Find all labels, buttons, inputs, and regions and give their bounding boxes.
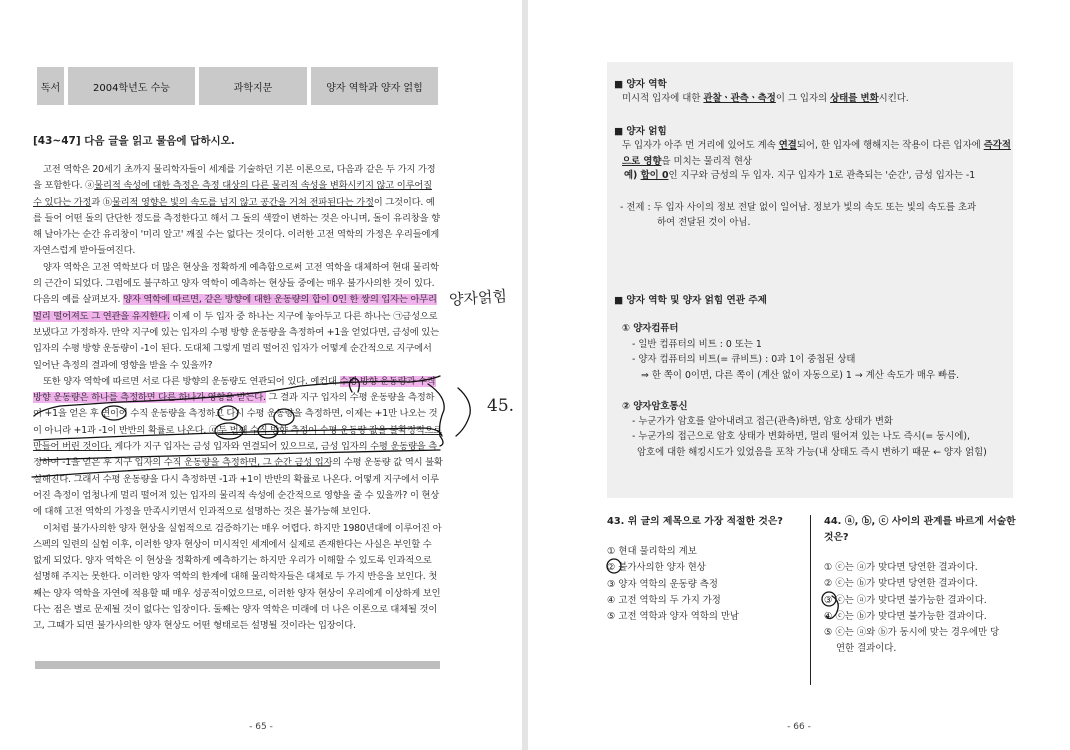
footer-bar: [35, 661, 440, 669]
q44-option-1[interactable]: ① ⓒ는 ⓐ가 맞다면 당연한 결과이다.: [824, 562, 978, 573]
page-number: - 65 -: [249, 722, 273, 732]
q44-option-4[interactable]: ④ ⓒ는 ⓑ가 맞다면 불가능한 결과이다.: [824, 610, 987, 622]
question-44: [824, 514, 1024, 658]
passage: [33, 162, 443, 635]
header-subject: 과학지문: [199, 67, 307, 105]
q44-option-5-cont: 연한 결과이다.: [836, 643, 897, 655]
section-title-quantum-mechanics: ■ 양자 역학: [614, 79, 667, 90]
passage-paragraph: 양자 역학은 고전 역학보다 더 많은 현상을 정확하게 예측함으로써 고전 역학을 대체하여 현대 물리학의 근간이 되었다. 그럼에도 불구하고 양자 역학이 예측하는 현상들 중에는 매우 불가사의한 것이 있다. 다음의 예를 살펴보자. 양자 역학에 따르면, 같은 방향에 대한 운동량의 합이 0인 한 쌍의 입자는 아무리 멀리 떨어져도 그 연관을 유지한다. 이제 이 두 입자 중 하나는 지구에 놓아두고 다른 하나는 ㉠금성으로 보냈다고 가정하자. 만약 지구에 있는 입자의 수평 방향 운동량을 측정하여 +1을 얻었다면, 금성에 있는 입자의 수평 방향 운동량이 -1이 된다. 도대체 그렇게 멀리 떨어진 입자가 어떻게 순간적으로 지구에서 일어난 측정의 결과에 영향을 받을 수 있을까?: [33, 261, 439, 371]
section-title-entanglement: ■ 양자 얽힘: [614, 126, 667, 137]
entanglement-premise: - 전제 : 두 입자 사이의 정보 전달 없이 일어남. 정보가 빛의 속도 또는 빛의 속도를 초과: [620, 202, 977, 213]
section-title-related: ■ 양자 역학 및 양자 얽힘 연관 주제: [614, 295, 767, 306]
passage-paragraph: 이처럼 불가사의한 양자 현상을 실험적으로 검증하기는 매우 어렵다. 하지만 1980년대에 이루어진 아스펙의 일련의 실험 이후, 이러한 양자 현상이 미시적인 세계에서 실제로 존재한다는 사실은 부인할 수 없게 되었다. 양자 역학은 이 현상을 정확하게 예측하기는 하지만 우리가 이해할 수 있도록 인과적으로 설명해 주지는 못한다. 이러한 양자 역학의 한계에 대해 물리학자들은 대체로 두 가지 반응을 보인다. 첫째는 양자 역학을 자연에 적용할 때 매우 성공적이었으므로, 이러한 양자 현상이 우리에게 이상하게 보인다는 점은 별로 문제될 것이 없다는 입장이다. 둘째는 양자 역학은 미래에 더 나은 이론으로 대체될 것이고, 그때가 되면 불가사의한 양자 현상도 어떤 형태로든 설명될 것이라는 입장이다.: [33, 522, 442, 632]
passage-paragraph: 또한 양자 역학에 따르면 서로 다른 방향의 운동량도 연관되어 있다. 예컨대 수평 방향 운동량과 수직 방향 운동량은 하나를 측정하면 다른 하나가 영향을 받는다. 그 결과 지구 입자의 수평 운동량을 측정하여 +1을 얻은 후 연이어 수직 운동량을 측정하고 다시 수평 운동량을 측정하면, 이제는 +1만 나오는 것이 아니라 +1과 -1이 반반의 확률로 나온다. ⓒ두 번째 수직 방향 측정이 수평 운동량 값을 불확정적으로 만들어 버린 것이다. 게다가 지구 입자는 금성 입자와 연결되어 있으므로, 금성 입자의 수평 운동량을 측정하여 -1을 얻은 후 지구 입자의 수직 운동량을 측정하면, 그 순간 금성 입자의 수평 운동량 값 역시 불확실해진다. 그래서 수평 운동량을 다시 측정하면 -1과 +1이 반반의 확률로 나온다. 어떻게 지구에서 이루어진 측정이 엄청나게 멀리 떨어져 있는 입자의 물리적 속성에 순간적으로 영향을 줄 수 있을까? 이 현상에 대해 고전 역학의 가정을 만족시키면서 인과적으로 설명하는 것은 불가능해 보인다.: [33, 375, 443, 518]
quantum-mechanics-definition: 미시적 입자에 대한 관찰ㆍ관측ㆍ측정이 그 입자의 상태를 변화시킨다.: [622, 93, 909, 104]
page-number: - 66 -: [787, 722, 811, 732]
question-43: [607, 514, 807, 625]
question-title: [43~47] 다음 글을 읽고 물음에 답하시오.: [33, 135, 235, 147]
entanglement-premise-cont: 하여 전달된 것이 아님.: [657, 217, 751, 228]
related-line: ⇒ 한 쪽이 0이면, 다른 쪽이 (계산 없이 자동으로) 1 → 계산 속도가 매우 빠름.: [641, 370, 960, 381]
q44-option-2[interactable]: ② ⓒ는 ⓑ가 맞다면 당연한 결과이다.: [824, 578, 978, 590]
related-crypto-title: ② 양자암호통신: [622, 401, 688, 412]
question-43-title: 43. 위 글의 제목으로 가장 적절한 것은?: [607, 516, 783, 527]
entanglement-definition: 두 입자가 아주 먼 거리에 있어도 계속 연결되어, 한 입자에 행해지는 작용이 다른 입자에 즉각적으로 영향을 미치는 물리적 현상: [622, 140, 1011, 167]
left-page: [0, 0, 522, 750]
header-exam-year: 2004학년도 수능: [68, 67, 195, 105]
header-topic: 양자 역학과 양자 얽힘: [311, 67, 438, 105]
related-line: - 누군가가 암호를 알아내려고 접근(관측)하면, 암호 상태가 변화: [632, 416, 893, 427]
q43-option-2[interactable]: ② 불가사의한 양자 현상: [607, 562, 706, 574]
header-category: 독서: [37, 67, 64, 105]
passage-paragraph: 고전 역학은 20세기 초까지 물리학자들이 세계를 기술하던 기본 이론으로, 다음과 같은 두 가지 가정을 포함한다. ⓐ물리적 속성에 대한 측정은 측정 대상의 다른 물리적 속성을 변화시키지 않고 이루어질 수 있다는 가정과 ⓑ물리적 영향은 빛의 속도를 넘지 않고 공간을 거쳐 전파된다는 가정이 그것이다. 예를 들어 어떤 돌의 단단한 정도를 측정한다고 해서 그 돌의 색깔이 변하는 것은 아니며, 돌이 유리창을 향해 날아가는 순간 유리창이 '미리 알고' 깨질 수는 없다는 것이다. 이러한 고전 역학의 가정은 우리들에게 자연스럽게 받아들여진다.: [33, 164, 440, 257]
question-44-title: 44. ⓐ, ⓑ, ⓒ 사이의 관계를 바르게 서술한: [824, 516, 1016, 527]
q43-option-1[interactable]: ① 현대 물리학의 계보: [607, 546, 697, 557]
q43-option-3[interactable]: ③ 양자 역학의 운동량 측정: [607, 578, 718, 590]
q43-option-5[interactable]: ⑤ 고전 역학과 양자 역학의 만남: [607, 611, 739, 623]
handwritten-number-45: 45.: [487, 396, 515, 416]
q44-option-5[interactable]: ⑤ ⓒ는 ⓐ와 ⓑ가 동시에 맞는 경우에만 당: [824, 627, 1000, 639]
q44-option-3[interactable]: ③ ⓒ는 ⓐ가 맞다면 불가능한 결과이다.: [824, 594, 987, 606]
related-line: - 누군가의 접근으로 암호 상태가 변화하면, 멀리 떨어져 있는 나도 즉시(= 동시에),: [632, 431, 971, 442]
entanglement-example: 예) 합이 0인 지구와 금성의 두 입자. 지구 입자가 1로 관측되는 '순간', 금성 입자는 -1: [624, 170, 976, 181]
related-line: 암호에 대한 해킹시도가 있었음을 포착 가능(내 상태도 즉시 변하기 때문 ← 양자 얽힘): [637, 447, 987, 458]
q43-option-4[interactable]: ④ 고전 역학의 두 가지 가정: [607, 594, 721, 606]
question-44-title-cont: 것은?: [824, 532, 849, 543]
related-line: - 일반 컴퓨터의 비트 : 0 또는 1: [632, 339, 762, 350]
related-quantum-computer-title: ① 양자컴퓨터: [622, 323, 679, 334]
column-divider: [810, 515, 811, 685]
related-line: - 양자 컴퓨터의 비트(= 큐비트) : 0과 1이 중첩된 상태: [632, 354, 856, 365]
handwritten-note-entanglement: 양자얽힘: [448, 286, 508, 309]
